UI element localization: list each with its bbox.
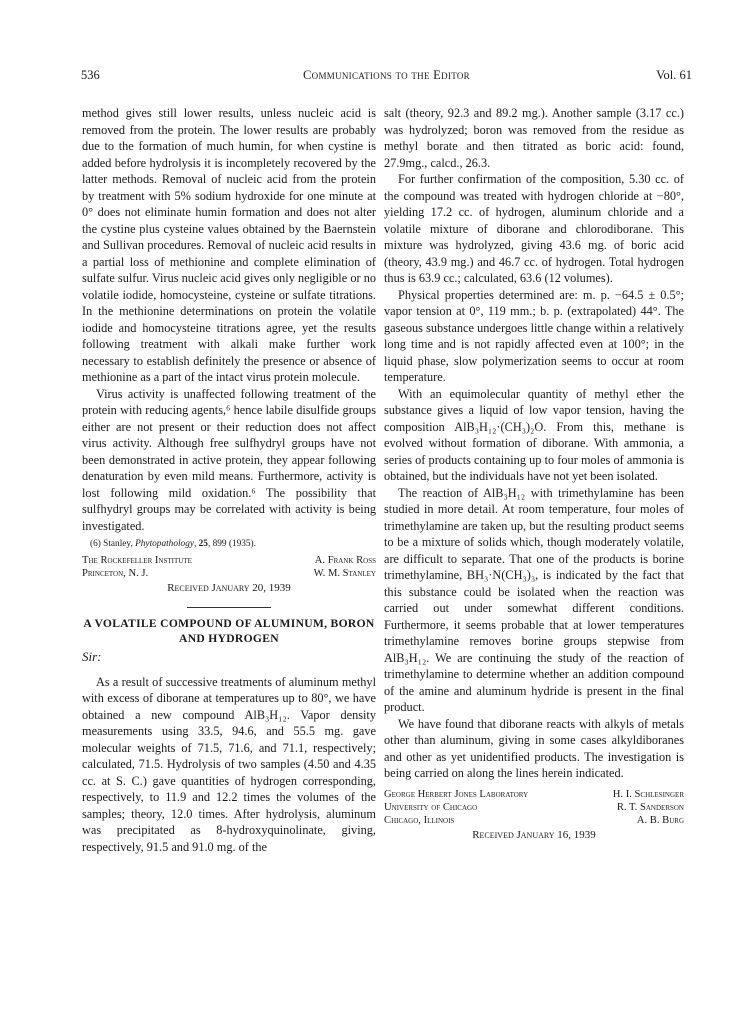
- paragraph: method gives still lower results, unless nucleic acid is removed from the protein. The lower results are probably due to the formation of much humin, for when cystine is added before hydrolysis it is incompletely recovered by the latter methods. Removal of nucleic acid from the protein by treatment with 5% sodium hydroxide for one minute at 0° does not eliminate humin formation and does not alter the cystine plus cysteine values obtained by the Baernstein and Sullivan procedures. Removal of nucleic acid results in a partial loss of methionine and complete elimination of sulfate sulfur. Virus nucleic acid gives only negligible or no volatile iodide, homocysteine, cysteine or sulfate titrations. In the methionine determinations on protein the volatile iodide and homocysteine titrations agree, yet the results following treatment with alkali make further work necessary to establish definitely the presence or absence of methionine as a part of the intact virus protein molecule.: [82, 106, 376, 384]
- article-title: A VOLATILE COMPOUND OF ALUMINUM, BORON AND HYDROGEN: [83, 617, 375, 645]
- paragraph: The reaction of AlB₃H₁₂ with trimethylamine has been studied in more detail. At room temperature, four moles of trimethylamine are taken up, but the resulting product seems to be a mixture of solids which, though moderately volatile, are difficult to separate. That one of the products is borine trimethylamine, BH₃·N(CH₃)₃, is indicated by the fact that this substance could be isolated when the reaction was carried out under somewhat different conditions. Furthermore, it seems probable that at lower temperatures trimethylamine removes borine groups stepwise from AlB₃H₁₂. We are continuing the study of the reaction of trimethylamine to determine whether an addition compound of the amine and aluminum hydride is present in the final product.: [384, 485, 684, 714]
- paragraph: As a result of successive treatments of aluminum methyl with excess of diborane at temperatures up to 80°, we have obtained a new compound AlB₃H₁₂. Vapor density measurements using 33.5, 94.6, and 55.5 mg. gave molecular weights of 71.5, 71.6, and 71.1, respectively; calculated, 71.5. Hydrolysis of two samples (4.50 and 4.35 cc. at S. C.) gave quantities of hydrogen corresponding, respectively, to 11.9 and 12.2 times the volumes of the samples; theory, 12.0 times. After hydrolysis, aluminum was precipitated as 8-hydroxyquinolinate, giving, respectively, 91.5 and 91.0 mg. of the: [82, 674, 376, 854]
- laboratory: George Herbert Jones Laboratory: [384, 788, 529, 800]
- university: University of Chicago: [384, 801, 478, 813]
- place: Princeton, N. J.: [82, 568, 149, 579]
- footnote-sep: ,: [193, 539, 199, 549]
- footnote-journal: Phytopathology: [135, 539, 194, 549]
- received-date: Received January 16, 1939: [472, 828, 596, 841]
- paragraph: With an equimolecular quantity of methyl ether the substance gives a liquid of low vapor tension, having the composition AlB₃H₁₂·(CH₃)₂O. From this, methane is evolved without formation of diborane. With ammonia, a series of products containing up to four moles of ammonia is obtained, but the individuals have not yet been isolated.: [384, 386, 684, 483]
- paragraph: salt (theory, 92.3 and 89.2 mg.). Another sample (3.17 cc.) was hydrolyzed; boron was removed from the residue as methyl borate and then titrated as boric acid: found, 27.9mg., calcd., 26.3.: [384, 106, 684, 170]
- footnote-rest: , 899 (1935).: [207, 539, 256, 549]
- section-divider: [187, 607, 271, 608]
- paragraph: We have found that diborane reacts with alkyls of metals other than aluminum, giving in some cases alkyldiboranes and other as yet unidentified products. The investigation is being carried on along the lines herein indicated.: [384, 716, 684, 780]
- paragraph: For further confirmation of the composition, 5.30 cc. of the compound was treated with hydrogen chloride at −80°, yielding 17.2 cc. of hydrogen, aluminum chloride and a volatile mixture of diborane and chlorodiborane. This mixture was hydrolyzed, giving 43.6 mg. of boric acid (theory, 43.9 mg.) and 46.7 cc. of hydrogen. Total hydrogen thus is 63.9 cc.; calculated, 63.6 (12 volumes).: [384, 172, 684, 285]
- signature-block: [384, 788, 684, 843]
- author-name: A. B. Burg: [636, 814, 684, 826]
- page-number: 536: [81, 68, 100, 82]
- left-column: [82, 105, 376, 855]
- author-name: R. T. Sanderson: [616, 801, 684, 813]
- author-name: W. M. Stanley: [313, 568, 376, 579]
- running-title: Communications to the Editor: [303, 68, 470, 82]
- page-header: [81, 68, 692, 86]
- footnote: [90, 538, 376, 550]
- salutation: Sir:: [82, 649, 102, 664]
- footnote-volume: 25: [198, 539, 208, 549]
- author-name: A. Frank Ross: [314, 555, 376, 566]
- signature-block: [82, 554, 376, 596]
- right-column: [384, 105, 684, 843]
- author-name: H. I. Schlesinger: [612, 788, 684, 800]
- volume-label: Vol. 61: [656, 68, 692, 82]
- received-date: Received January 20, 1939: [167, 582, 291, 594]
- city: Chicago, Illinois: [384, 814, 455, 826]
- footnote-prefix: (6) Stanley,: [90, 539, 136, 549]
- institution: The Rockefeller Institute: [82, 555, 192, 566]
- paragraph: Physical properties determined are: m. p. −64.5 ± 0.5°; vapor tension at 0°, 119 mm.; b. p. (extrapolated) 44°. The gaseous substance undergoes little change within a relatively long time and is not rapidly affected even at 100°; in the liquid phase, slow polymerization seems to occur at room temperature.: [384, 287, 684, 384]
- paragraph: Virus activity is unaffected following treatment of the protein with reducing agents,⁶ hence labile disulfide groups either are not present or their reduction does not affect virus activity. Although free sulfhydryl groups have not been demonstrated in active protein, they appear following denaturation by even mild means. Furthermore, activity is lost following mild oxidation.⁶ The possibility that sulfhydryl groups may be correlated with activity is being investigated.: [82, 386, 376, 533]
